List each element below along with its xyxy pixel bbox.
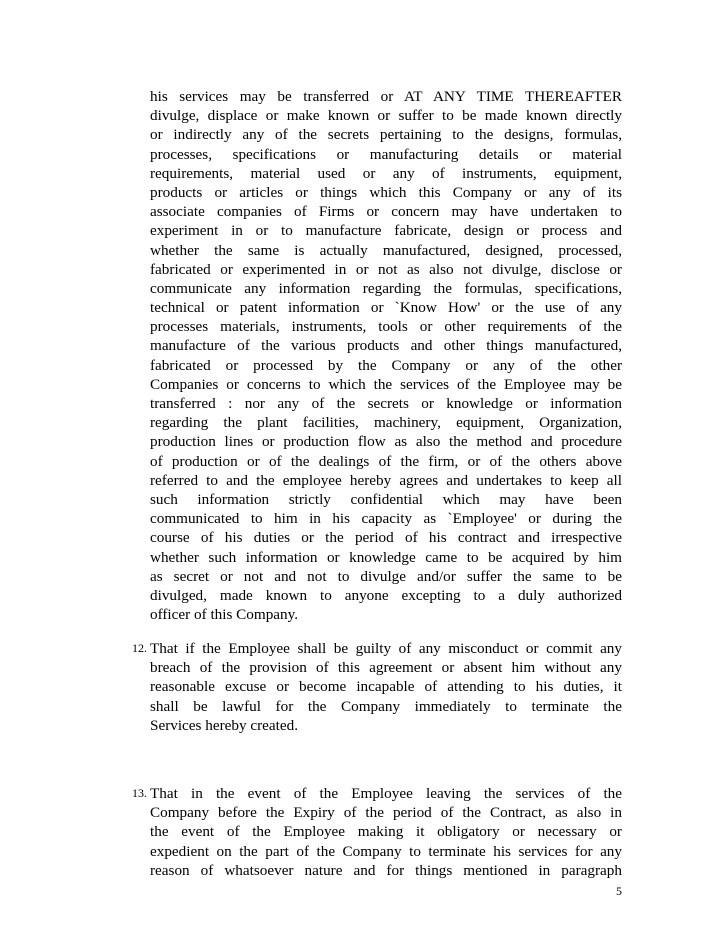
text-line: reason of whatsoever nature and for things mentioned in paragraph (150, 861, 622, 879)
text-line: the event of the Employee making it obligatory or necessary or (150, 823, 622, 841)
text-line: shall be lawful for the Company immediately to terminate the (150, 697, 622, 715)
text-line: production lines or production flow as also the method and procedure (150, 433, 622, 451)
text-line: That in the event of the Employee leaving the services of the (150, 785, 622, 802)
clause-12 (132, 639, 622, 735)
text-line: such information strictly confidential which may have been (150, 490, 622, 508)
text-line: fabricated or experimented in or not as also not divulge, disclose or (150, 260, 622, 278)
text-line: associate companies of Firms or concern may have undertaken to (150, 203, 622, 221)
text-line: or indirectly any of the secrets pertaining to the designs, formulas, (150, 126, 622, 144)
text-line: Services hereby created. (150, 716, 298, 734)
text-line: technical or patent information or `Know How' or the use of any (150, 299, 622, 317)
text-line: whether such information or knowledge came to be acquired by him (150, 548, 622, 566)
text-line: products or articles or things which this Company or any of its (150, 183, 622, 201)
text-line: regarding the plant facilities, machinery, equipment, Organization, (150, 414, 622, 432)
text-line: of production or of the dealings of the firm, or of the others above (150, 452, 622, 470)
text-line: officer of this Company. (150, 606, 299, 624)
text-line: breach of the provision of this agreement or absent him without any (150, 659, 622, 677)
text-line: divulge, displace or make known or suffer to be made known directly (150, 107, 622, 125)
text-line: transferred : nor any of the secrets or knowledge or information (150, 395, 622, 412)
page-number: 5 (616, 884, 622, 898)
text-line: requirements, material used or any of instruments, equipment, (150, 164, 622, 182)
text-line: communicate any information regarding the formulas, specifications, (150, 279, 622, 297)
text-line: expedient on the part of the Company to terminate his services for any (150, 842, 622, 860)
text-line: processes, specifications or manufacturing details or material (150, 145, 622, 163)
text-line: Company before the Expiry of the period of the Contract, as also in (150, 804, 622, 822)
text-line: as secret or not and not to divulge and/or suffer the same to be (150, 567, 622, 585)
text-line: processes materials, instruments, tools or other requirements of the (150, 318, 622, 336)
clause-number: 13. (132, 786, 147, 800)
clause-13 (132, 784, 622, 880)
text-line: reasonable excuse or become incapable of attending to his duties, it (150, 678, 622, 696)
text-line: That if the Employee shall be guilty of any misconduct or commit any (150, 640, 622, 657)
text-line: fabricated or processed by the Company or any of the other (150, 356, 622, 374)
text-line: experiment in or to manufacture fabricate, design or process and (150, 222, 622, 240)
text-line: whether the same is actually manufactured, designed, processed, (150, 241, 622, 259)
text-line: manufacture of the various products and other things manufactured, (150, 337, 622, 355)
text-line: Companies or concerns to which the services of the Employee may be (150, 375, 622, 393)
text-line: course of his duties or the period of his contract and irrespective (150, 529, 622, 547)
text-line: his services may be transferred or AT ANY TIME THEREAFTER (150, 88, 622, 105)
text-line: referred to and the employee hereby agrees and undertakes to keep all (150, 471, 622, 489)
clause-number: 12. (132, 641, 147, 655)
text-line: communicated to him in his capacity as `Employee' or during the (150, 510, 622, 528)
continuation-paragraph (150, 87, 622, 624)
text-line: divulged, made known to anyone excepting to a duly authorized (150, 586, 622, 604)
